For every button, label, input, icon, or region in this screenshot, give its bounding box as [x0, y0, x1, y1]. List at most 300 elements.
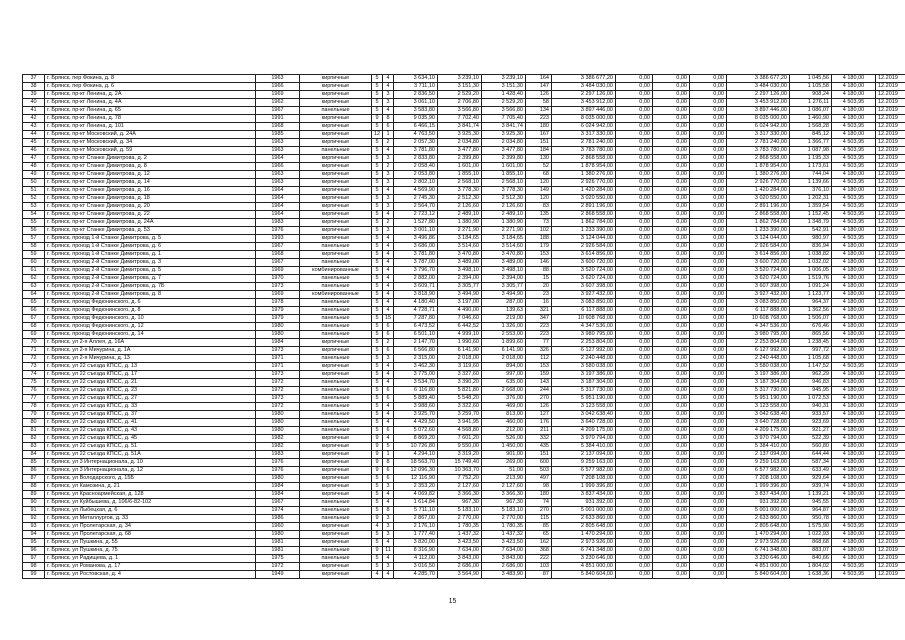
table-cell: 7 752,20	[438, 475, 482, 483]
table-cell: 4 180,00	[832, 443, 876, 451]
table-cell: 1973	[256, 371, 300, 379]
table-row	[23, 459, 905, 467]
table-cell: 2 868 558,00	[727, 211, 790, 219]
table-cell: 4 503,95	[832, 571, 876, 579]
table-cell: 2 489,10	[482, 211, 526, 219]
table-cell: кирпичные	[300, 483, 372, 491]
table-cell: 72	[23, 355, 45, 363]
table-cell: 5	[372, 419, 383, 427]
table-cell: 3	[383, 179, 394, 187]
table-cell: 1 519,76	[790, 275, 832, 283]
table-cell: 244	[526, 387, 552, 395]
table-cell: 3 843,00	[438, 555, 482, 563]
table-cell: 269,00	[482, 459, 526, 467]
table-cell: 3 614 856,00	[727, 251, 790, 259]
table-cell: 135	[526, 211, 552, 219]
table-cell: 883,07	[790, 547, 832, 555]
table-cell: 6 577 982,00	[552, 467, 616, 475]
table-cell: 0,00	[690, 243, 727, 251]
table-cell: 9	[372, 515, 383, 523]
table-cell: 9	[372, 459, 383, 467]
table-cell: 1982	[256, 443, 300, 451]
table-cell: кирпичные	[300, 75, 372, 83]
table-cell: 12.2019	[876, 259, 905, 267]
table-cell: 46	[23, 147, 45, 155]
table-cell: г. Брянск, ул Лыбецкая, д. 6	[45, 507, 256, 515]
table-cell: 5 889,40	[394, 395, 438, 403]
table-cell: 967,30	[482, 499, 526, 507]
table-cell: 1	[383, 451, 394, 459]
table-cell: панельные	[300, 403, 372, 411]
table-cell: 2 034,80	[482, 139, 526, 147]
table-cell: 1 638,36	[790, 571, 832, 579]
table-cell: 1967	[256, 259, 300, 267]
table-cell: 5	[372, 347, 383, 355]
table-cell: 0,00	[690, 203, 727, 211]
table-cell: 0,00	[616, 515, 653, 523]
table-cell: 6 577 982,00	[727, 467, 790, 475]
table-cell: 4 503,95	[832, 563, 876, 571]
table-cell: 2 882,00	[394, 275, 438, 283]
table-cell: 1 601,00	[482, 163, 526, 171]
table-cell: 63	[23, 283, 45, 291]
table-cell: г. Брянск, ул Красноармейская, д. 128	[45, 491, 256, 499]
table-cell: 50	[23, 179, 45, 187]
table-cell: 2 868 558,00	[727, 155, 790, 163]
table-cell: 0,00	[653, 427, 690, 435]
table-row	[23, 155, 905, 163]
table-cell: 931 392,00	[727, 499, 790, 507]
table-cell: 5	[372, 75, 383, 83]
table-row	[23, 75, 905, 83]
table-cell: 4	[383, 283, 394, 291]
table-cell: 2 399,80	[438, 155, 482, 163]
table-cell: 0,00	[690, 75, 727, 83]
table-cell: 87	[23, 475, 45, 483]
table-cell: 12.2019	[876, 123, 905, 131]
table-cell: 0,00	[690, 475, 727, 483]
table-cell: 0,00	[653, 395, 690, 403]
table-cell: 0,00	[653, 187, 690, 195]
table-cell: 68	[23, 323, 45, 331]
table-row	[23, 387, 905, 395]
table-cell: 4	[383, 83, 394, 91]
table-cell: 4 568,80	[438, 427, 482, 435]
table-cell: 10 363,70	[438, 467, 482, 475]
table-cell: 1968	[256, 123, 300, 131]
table-cell: 0,00	[616, 379, 653, 387]
table-cell: 0,00	[616, 427, 653, 435]
table-cell: 4 763,50	[394, 131, 438, 139]
table-cell: 2 973 926,00	[552, 539, 616, 547]
table-cell: 1 862 784,00	[727, 219, 790, 227]
table-cell: 12.2019	[876, 139, 905, 147]
table-cell: 1970	[256, 275, 300, 283]
table-cell: 0,00	[653, 419, 690, 427]
table-cell: 2 126,60	[482, 203, 526, 211]
table-cell: 1984	[256, 491, 300, 499]
table-cell: 4	[372, 571, 383, 579]
table-cell: 103	[526, 563, 552, 571]
table-cell: 73	[23, 363, 45, 371]
table-row	[23, 131, 905, 139]
table-cell: 0,00	[653, 83, 690, 91]
table-cell: 0,00	[690, 371, 727, 379]
table-cell: 4 180,00	[832, 267, 876, 275]
table-cell: 4 490,00	[438, 307, 482, 315]
table-cell: г. Брянск, ул Радищева, д. 1	[45, 555, 256, 563]
table-row	[23, 91, 905, 99]
table-cell: 3 484 030,00	[727, 83, 790, 91]
table-cell: кирпичные	[300, 563, 372, 571]
table-cell: 9	[372, 467, 383, 475]
table-cell: 3 322,60	[438, 403, 482, 411]
table-cell: 5	[372, 275, 383, 283]
table-cell: 1 855,10	[482, 171, 526, 179]
table-cell: 12.2019	[876, 403, 905, 411]
table-cell: 2 868 558,00	[552, 211, 616, 219]
table-cell: кирпичные	[300, 123, 372, 131]
table-cell: 2 399,80	[482, 155, 526, 163]
table-cell: 85	[23, 459, 45, 467]
table-cell: 4 503,95	[832, 147, 876, 155]
table-cell: 12.2019	[876, 235, 905, 243]
table-cell: г. Брянск, ул 22 съезда КПСС, д. 13	[45, 363, 256, 371]
table-cell: 1 022,93	[790, 531, 832, 539]
table-cell: 1964	[256, 195, 300, 203]
table-cell: 0,00	[616, 323, 653, 331]
table-cell: 1 105,68	[790, 355, 832, 363]
table-cell: 2 833,80	[394, 155, 438, 163]
table-cell: 1 032,02	[790, 259, 832, 267]
table-cell: 3 197 386,00	[552, 371, 616, 379]
table-cell: 0,00	[653, 115, 690, 123]
table-cell: 9	[372, 443, 383, 451]
table-cell: 0,00	[653, 491, 690, 499]
table-cell: 0,00	[653, 307, 690, 315]
table-cell: 1976	[256, 467, 300, 475]
table-cell: 0,00	[616, 395, 653, 403]
table-cell: 52	[526, 163, 552, 171]
table-cell: 3 197,00	[438, 299, 482, 307]
table-cell: 3 520 724,00	[552, 267, 616, 275]
table-cell: 0,00	[690, 419, 727, 427]
table-cell: 3 386 677,20	[727, 75, 790, 83]
table-cell: 1964	[256, 211, 300, 219]
table-cell: 1963	[256, 171, 300, 179]
table-cell: 0,00	[653, 291, 690, 299]
table-cell: 1 780,35	[482, 523, 526, 531]
table-cell: 219,00	[482, 315, 526, 323]
table-cell: 12.2019	[876, 531, 905, 539]
table-cell: 3 783 780,00	[552, 147, 616, 155]
table-cell: 3 184,65	[438, 235, 482, 243]
table-cell: 4 503,95	[832, 523, 876, 531]
table-cell: 4 180,00	[832, 283, 876, 291]
table-cell: 0,00	[616, 387, 653, 395]
table-cell: 3 151,30	[438, 83, 482, 91]
table-cell: 9	[372, 451, 383, 459]
table-cell: 3	[383, 227, 394, 235]
table-cell: 2 568,10	[438, 179, 482, 187]
table-cell: 997,72	[790, 347, 832, 355]
table-cell: 1 780,35	[438, 523, 482, 531]
table-cell: 0,00	[653, 451, 690, 459]
table-cell: 2 926 770,00	[552, 179, 616, 187]
table-cell: 38	[23, 83, 45, 91]
table-cell: 3 818,90	[394, 291, 438, 299]
table-cell: 1 202,31	[790, 195, 832, 203]
table-cell: 0,00	[690, 555, 727, 563]
table-cell: 54	[23, 211, 45, 219]
table-cell: 7 702,40	[438, 115, 482, 123]
table-cell: 2 568,10	[482, 179, 526, 187]
table-cell: 997,00	[482, 371, 526, 379]
table-cell: 12.2019	[876, 451, 905, 459]
table-cell: кирпичные	[300, 131, 372, 139]
table-cell: 3	[383, 483, 394, 491]
table-cell: 923,69	[790, 419, 832, 427]
table-cell: 3 787,00	[394, 259, 438, 267]
table-cell: 9	[372, 435, 383, 443]
table-cell: 469,00	[482, 403, 526, 411]
table-cell: 376,00	[482, 395, 526, 403]
table-cell: 134	[526, 107, 552, 115]
table-cell: 188	[526, 235, 552, 243]
table-cell: 0,00	[653, 507, 690, 515]
table-cell: 0,00	[616, 507, 653, 515]
table-cell: 71	[23, 347, 45, 355]
table-cell: 3 600 720,00	[552, 259, 616, 267]
table-cell: 4	[383, 235, 394, 243]
table-cell: 12.2019	[876, 507, 905, 515]
table-cell: 0,00	[653, 459, 690, 467]
table-cell: 0,00	[690, 563, 727, 571]
table-cell: 12.2019	[876, 539, 905, 547]
table-cell: 12.2019	[876, 203, 905, 211]
table-cell: кирпичные	[300, 523, 372, 531]
table-cell: 3 897 446,00	[727, 107, 790, 115]
table-cell: 102	[526, 227, 552, 235]
table-cell: г. Брянск, проезд 1-й Станке Димитрова, д. 1	[45, 251, 256, 259]
table-cell: 4 503,95	[832, 155, 876, 163]
table-cell: панельные	[300, 259, 372, 267]
table-cell: г. Брянск, ул Пролетарская, д. 68	[45, 531, 256, 539]
table-cell: 0,00	[690, 523, 727, 531]
table-row	[23, 483, 905, 491]
table-cell: 0,00	[616, 139, 653, 147]
table-cell: 4 851 000,00	[727, 563, 790, 571]
table-cell: 88	[23, 483, 45, 491]
table-cell: 2 926 584,00	[552, 243, 616, 251]
table-cell: 1963	[256, 139, 300, 147]
table-cell: 1 091,24	[790, 283, 832, 291]
table-cell: 2 529,20	[438, 91, 482, 99]
table-cell: 1 380,90	[482, 219, 526, 227]
table-cell: кирпичные	[300, 531, 372, 539]
table-cell: 80	[23, 419, 45, 427]
table-cell: 49	[23, 171, 45, 179]
table-cell: 5	[372, 83, 383, 91]
table-cell: комбинированные	[300, 267, 372, 275]
table-row	[23, 219, 905, 227]
table-cell: 5	[372, 499, 383, 507]
table-cell: 3 366,30	[482, 491, 526, 499]
table-cell: 2	[383, 339, 394, 347]
table-cell: 4	[383, 307, 394, 315]
table-cell: 931 392,00	[552, 499, 616, 507]
table-cell: 1 899,60	[482, 339, 526, 347]
table-cell: кирпичные	[300, 219, 372, 227]
table-cell: 0,00	[616, 99, 653, 107]
table-cell: 4 503,95	[832, 203, 876, 211]
table-cell: 5	[372, 411, 383, 419]
table-cell: г. Брянск, пр-кт Московский, д. 24А	[45, 131, 256, 139]
table-cell: 3 498,10	[482, 267, 526, 275]
table-cell: 0,00	[616, 123, 653, 131]
table-cell: 3 514,60	[438, 243, 482, 251]
table-cell: 0,00	[616, 443, 653, 451]
table-cell: 2	[383, 139, 394, 147]
table-cell: 5 821,80	[438, 387, 482, 395]
table-cell: 1991	[256, 115, 300, 123]
table-cell: 48	[23, 163, 45, 171]
table-cell: 223	[526, 115, 552, 123]
table-cell: 2 253 804,00	[727, 339, 790, 347]
table-cell: 503	[526, 467, 552, 475]
table-cell: 901,00	[482, 451, 526, 459]
table-cell: 4 180,00	[832, 355, 876, 363]
table-cell: 5	[372, 315, 383, 323]
table-cell: 0,00	[653, 563, 690, 571]
table-cell: 6 741 348,00	[727, 547, 790, 555]
table-row	[23, 307, 905, 315]
table-cell: 6 466,15	[394, 123, 438, 131]
table-cell: 813,00	[482, 411, 526, 419]
table-cell: 0,00	[653, 75, 690, 83]
table-cell: 95	[23, 539, 45, 547]
table-cell: 5	[372, 235, 383, 243]
table-cell: 3 820,00	[394, 539, 438, 547]
table-cell: 4 180,00	[832, 475, 876, 483]
table-cell: 1969	[256, 267, 300, 275]
table-cell: кирпичные	[300, 115, 372, 123]
table-cell: 0,00	[616, 403, 653, 411]
table-cell: 12.2019	[876, 555, 905, 563]
table-cell: 6	[383, 387, 394, 395]
table-cell: 1 527,80	[394, 219, 438, 227]
table-row	[23, 403, 905, 411]
table-cell: 0,00	[690, 155, 727, 163]
table-cell: 4 180,00	[832, 427, 876, 435]
table-cell: 77	[23, 395, 45, 403]
table-cell: 2 633 860,00	[552, 515, 616, 523]
table-row	[23, 115, 905, 123]
table-cell: 39	[23, 91, 45, 99]
table-cell: 0,00	[690, 507, 727, 515]
table-row	[23, 251, 905, 259]
table-cell: 5	[372, 211, 383, 219]
table-cell: 1993	[256, 235, 300, 243]
table-cell: 12.2019	[876, 83, 905, 91]
table-cell: 0,00	[690, 307, 727, 315]
table-cell: 139,63	[482, 307, 526, 315]
table-cell: г. Брянск, проезд 1-й Станке Димитрова, д. 6	[45, 243, 256, 251]
table-cell: 4	[383, 371, 394, 379]
table-cell: 3 453 912,00	[727, 99, 790, 107]
table-cell: 2 018,00	[438, 355, 482, 363]
table-cell: 2 057,30	[394, 139, 438, 147]
table-cell: 10 608 768,00	[727, 315, 790, 323]
table-cell: 79	[23, 411, 45, 419]
table-cell: 5 001 000,00	[727, 507, 790, 515]
table-cell: 4	[383, 571, 394, 579]
table-cell: 0,00	[616, 203, 653, 211]
table-cell: 1 233 390,00	[552, 227, 616, 235]
table-cell: 0,00	[653, 571, 690, 579]
table-cell: 1 614,84	[394, 499, 438, 507]
table-cell: 4 180,00	[832, 243, 876, 251]
table-cell: 4 999,10	[438, 331, 482, 339]
table-cell: г. Брянск, ул Романова, д. 17	[45, 563, 256, 571]
table-cell: 4	[383, 187, 394, 195]
table-cell: кирпичные	[300, 195, 372, 203]
table-cell: 1975	[256, 555, 300, 563]
table-cell: 3 489,00	[438, 259, 482, 267]
table-cell: 3 927 432,00	[552, 291, 616, 299]
table-cell: 4 503,95	[832, 219, 876, 227]
table-cell: 929,64	[790, 475, 832, 483]
table-cell: 940,31	[790, 403, 832, 411]
table-cell: 12 096,30	[394, 467, 438, 475]
table-cell: 84	[23, 451, 45, 459]
table-cell: 0,00	[690, 171, 727, 179]
table-cell: 0,00	[690, 403, 727, 411]
table-cell: 3 837 434,00	[552, 491, 616, 499]
table-row	[23, 107, 905, 115]
table-cell: 5	[372, 195, 383, 203]
table-cell: 3 083 850,00	[727, 299, 790, 307]
table-cell: г. Брянск, пр-кт Станке Димитрова, д. 12	[45, 171, 256, 179]
table-cell: 5	[372, 539, 383, 547]
table-cell: 2 147,70	[394, 339, 438, 347]
table-cell: 6 127 992,00	[552, 347, 616, 355]
table-cell: 3 483,90	[482, 571, 526, 579]
table-cell: г. Брянск, пр-кт Станке Димитрова, д. 22	[45, 211, 256, 219]
table-cell: 1 601,00	[438, 163, 482, 171]
table-cell: кирпичные	[300, 251, 372, 259]
table-cell: 6	[383, 475, 394, 483]
table-row	[23, 531, 905, 539]
table-cell: 2 686,00	[438, 563, 482, 571]
table-cell: 55	[23, 219, 45, 227]
table-cell: 0,00	[616, 83, 653, 91]
table-cell: г. Брянск, ул Пушкина, д. 75	[45, 547, 256, 555]
table-cell: 59	[23, 251, 45, 259]
table-cell: 0,00	[690, 235, 727, 243]
table-cell: 5	[372, 219, 383, 227]
table-cell: 60	[23, 259, 45, 267]
table-cell: 0,00	[690, 107, 727, 115]
table-row	[23, 267, 905, 275]
table-cell: 0,00	[653, 387, 690, 395]
table-cell: г. Брянск, проезд Федюнинского, д. 6	[45, 299, 256, 307]
table-cell: 0,00	[653, 299, 690, 307]
table-cell: г. Брянск, пр-кт Московский, д. 59	[45, 147, 256, 155]
table-cell: 321	[526, 307, 552, 315]
table-cell: 460,00	[482, 419, 526, 427]
table-cell: 2	[383, 219, 394, 227]
